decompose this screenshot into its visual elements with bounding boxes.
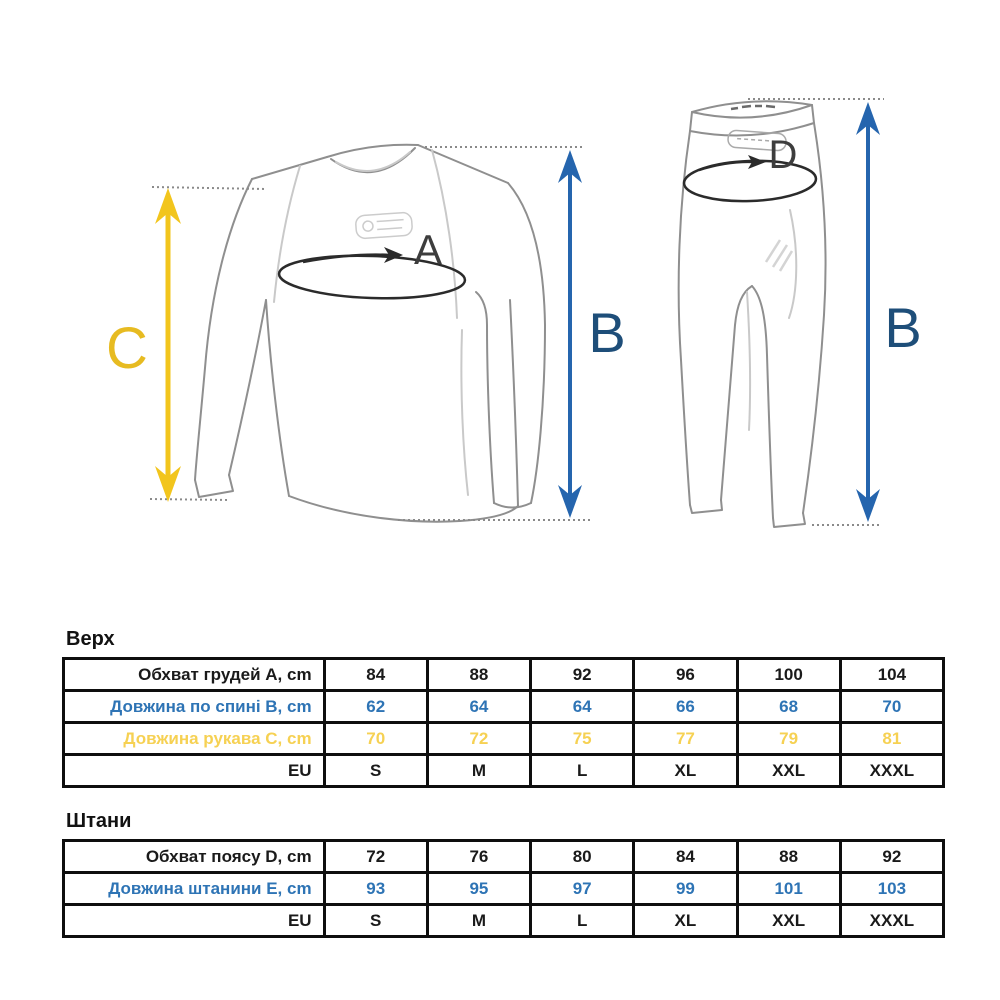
row-label: Довжина штанини E, cm bbox=[64, 873, 325, 905]
row-label: Довжина по спині B, cm bbox=[64, 691, 325, 723]
cell: 68 bbox=[737, 691, 840, 723]
cell: 64 bbox=[427, 691, 530, 723]
shirt-body-left-edge bbox=[266, 300, 289, 496]
shirt-figure bbox=[195, 145, 545, 522]
cell: 100 bbox=[737, 659, 840, 691]
cell: 75 bbox=[531, 723, 634, 755]
cell: 72 bbox=[427, 723, 530, 755]
cell: 70 bbox=[840, 691, 943, 723]
cell: XXXL bbox=[840, 755, 943, 787]
bottom-section-title: Штани bbox=[66, 810, 132, 832]
shirt-length-arrow-b bbox=[558, 150, 582, 518]
cell: 103 bbox=[840, 873, 943, 905]
inseam-row bbox=[64, 873, 944, 905]
pants-right-inner bbox=[752, 286, 773, 518]
cell: 95 bbox=[427, 873, 530, 905]
shirt-left-cuff bbox=[195, 475, 233, 497]
row-label: Довжина рукава C, cm bbox=[64, 723, 325, 755]
row-label: Обхват поясу D, cm bbox=[64, 841, 325, 873]
shirt-body-right-edge bbox=[510, 300, 518, 506]
pants-waistband-text bbox=[731, 106, 775, 109]
cell: 84 bbox=[634, 841, 737, 873]
shirt-left-sleeve-outer bbox=[195, 179, 252, 480]
cell: 99 bbox=[634, 873, 737, 905]
cell: 88 bbox=[737, 841, 840, 873]
cell: 62 bbox=[324, 691, 427, 723]
eu-sizes-row bbox=[64, 905, 944, 937]
back-length-row bbox=[64, 691, 944, 723]
chest-letter-a: A bbox=[413, 226, 443, 273]
cell: 92 bbox=[531, 659, 634, 691]
cell: 76 bbox=[427, 841, 530, 873]
cell: L bbox=[531, 755, 634, 787]
cell: L bbox=[531, 905, 634, 937]
cell: XXL bbox=[737, 905, 840, 937]
pants-right-cuff bbox=[773, 513, 805, 527]
cell: 80 bbox=[531, 841, 634, 873]
cell: 84 bbox=[324, 659, 427, 691]
sleeve-length-row bbox=[64, 723, 944, 755]
cell: S bbox=[324, 905, 427, 937]
pants-letter-b: B bbox=[884, 296, 922, 359]
cell: M bbox=[427, 755, 530, 787]
top-size-table bbox=[62, 657, 945, 788]
top-section-title: Верх bbox=[66, 628, 115, 650]
cell: 72 bbox=[324, 841, 427, 873]
shirt-right-sleeve-outer bbox=[508, 183, 545, 503]
cell: 104 bbox=[840, 659, 943, 691]
shirt-collar-inner bbox=[336, 152, 410, 171]
cell: 70 bbox=[324, 723, 427, 755]
cell: 88 bbox=[427, 659, 530, 691]
cell: XXL bbox=[737, 755, 840, 787]
shirt-hem bbox=[289, 496, 518, 522]
pants-crease-details bbox=[747, 210, 796, 430]
cell: XL bbox=[634, 905, 737, 937]
pants-length-arrow-b bbox=[856, 102, 880, 522]
row-label: Обхват грудей A, cm bbox=[64, 659, 325, 691]
shirt-right-sleeve-inner bbox=[476, 292, 494, 503]
cell: 79 bbox=[737, 723, 840, 755]
sleeve-arrow-c bbox=[155, 188, 181, 502]
waist-row bbox=[64, 841, 944, 873]
cell: 101 bbox=[737, 873, 840, 905]
row-label: EU bbox=[64, 905, 325, 937]
cell: 97 bbox=[531, 873, 634, 905]
cell: 93 bbox=[324, 873, 427, 905]
cell: 64 bbox=[531, 691, 634, 723]
eu-sizes-row bbox=[64, 755, 944, 787]
cell: XXXL bbox=[840, 905, 943, 937]
cell: S bbox=[324, 755, 427, 787]
pants-waistband-right bbox=[812, 105, 814, 123]
row-label: EU bbox=[64, 755, 325, 787]
chest-row bbox=[64, 659, 944, 691]
cell: 96 bbox=[634, 659, 737, 691]
cell: XL bbox=[634, 755, 737, 787]
sleeve-bottom-dotted-line bbox=[150, 499, 230, 500]
cell: 77 bbox=[634, 723, 737, 755]
sleeve-letter-c: C bbox=[106, 316, 148, 381]
waist-letter-d: D bbox=[768, 133, 798, 177]
shirt-seam-details bbox=[274, 150, 468, 495]
shirt-collar-outer bbox=[327, 145, 418, 157]
pants-waistband-left bbox=[690, 112, 692, 131]
shirt-logo-patch bbox=[355, 212, 412, 239]
shirt-left-sleeve-inner bbox=[229, 300, 266, 475]
pants-left-inner bbox=[721, 286, 752, 500]
cell: 92 bbox=[840, 841, 943, 873]
shirt-right-cuff bbox=[494, 503, 531, 508]
shirt-left-shoulder bbox=[252, 157, 327, 179]
pants-left-cuff bbox=[690, 500, 722, 513]
pants-thigh-logo bbox=[766, 240, 792, 271]
cell: 66 bbox=[634, 691, 737, 723]
bottom-size-table bbox=[62, 839, 945, 938]
shirt-letter-b: B bbox=[588, 301, 626, 364]
cell: M bbox=[427, 905, 530, 937]
cell: 81 bbox=[840, 723, 943, 755]
